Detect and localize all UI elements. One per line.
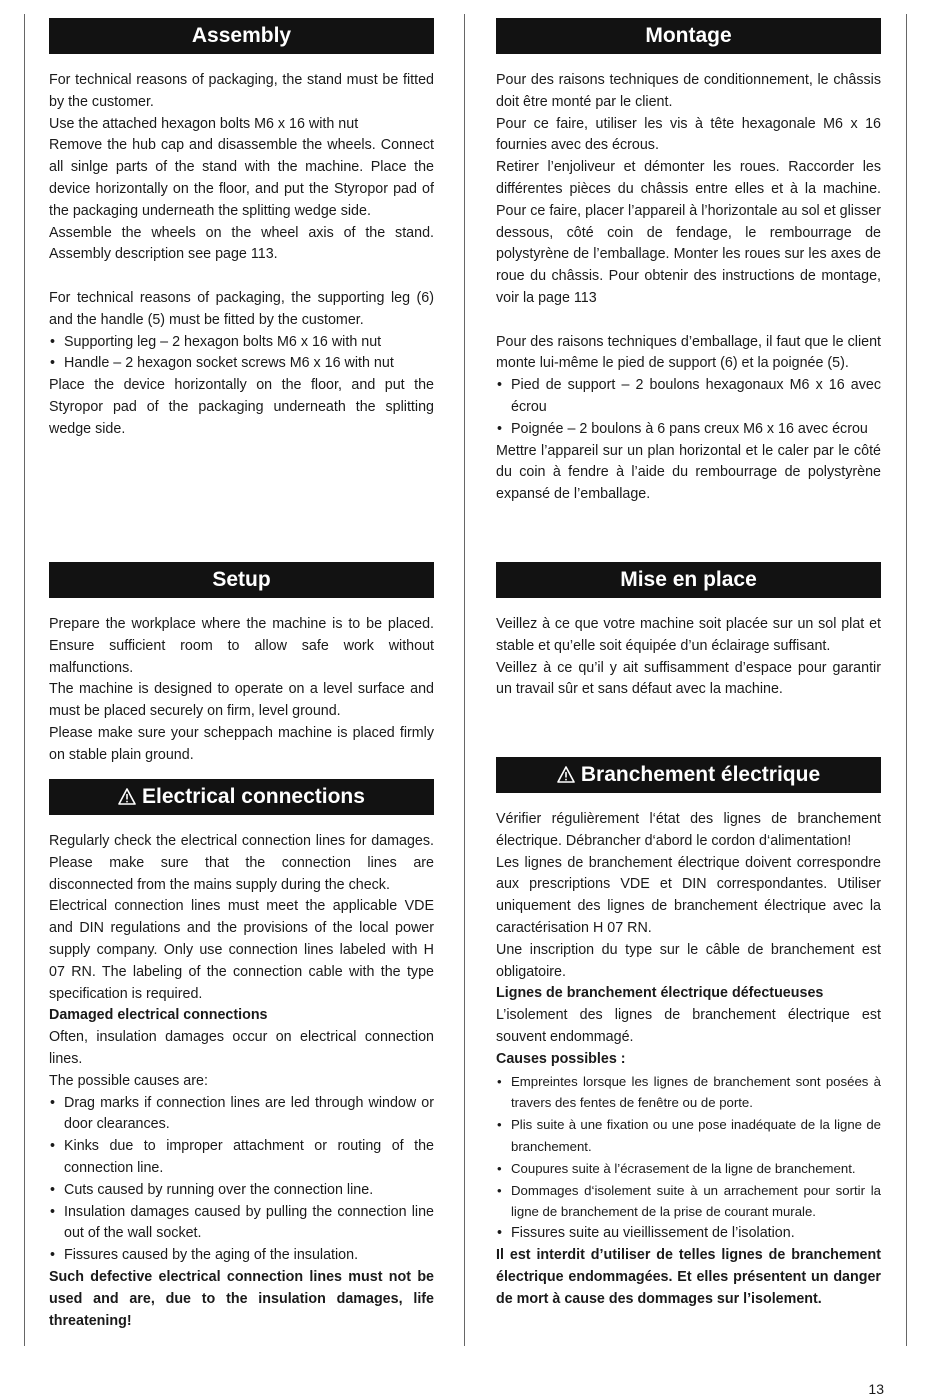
left-margin-line [24, 14, 25, 1346]
list-item: • Poignée – 2 boulons à 6 pans creux M6 x 16 avec écrou [496, 419, 881, 441]
electrical-heading-label: Electrical connections [142, 785, 365, 808]
setup-heading: Setup [49, 562, 434, 598]
causes-bullet-list [49, 1093, 434, 1267]
mise-en-place-section [496, 562, 881, 701]
electrical-heading [49, 779, 434, 815]
list-item: • Cuts caused by running over the connection line. [49, 1180, 434, 1202]
branchement-paragraph: Vérifier régulièrement l‘état des lignes de branchement électrique. Débrancher d‘abord le cordon d‘alimentation! [496, 811, 881, 849]
danger-warning: Il est interdit d’utiliser de telles lignes de branchement électrique endommagées. Et elles présentent un danger de mort à cause des dommages sur l’isolement. [496, 1246, 881, 1307]
warning-triangle-icon [118, 781, 136, 817]
list-item: • Pied de support – 2 boulons hexagonaux M6 x 16 avec écrou [496, 375, 881, 419]
montage-paragraph: Mettre l’appareil sur un plan horizontal et le caler par le côté du coin à fendre à l’aide du rembourrage de polystyrène expansé de l’emballage. [496, 442, 881, 503]
assembly-heading: Assembly [49, 18, 434, 54]
list-item: • Fissures caused by the aging of the insulation. [49, 1245, 434, 1267]
page-number: 13 [868, 1381, 884, 1397]
setup-paragraph: The machine is designed to operate on a level surface and must be placed securely on firm, level ground. [49, 681, 434, 720]
montage-heading: Montage [496, 18, 881, 54]
right-margin-line [906, 14, 907, 1346]
branchement-heading-label: Branchement électrique [580, 763, 821, 786]
life-threatening-warning: Such defective electrical connection lines must not be used and are, due to the insulation damages, life threatening! [49, 1268, 434, 1329]
causes-bullet-list [496, 1071, 881, 1245]
electrical-section [49, 779, 434, 1332]
branchement-paragraph: Une inscription du type sur le câble de branchement est obligatoire. [496, 941, 881, 980]
branchement-heading [496, 757, 881, 793]
montage-section [496, 18, 881, 506]
mise-en-place-paragraph: Veillez à ce que votre machine soit placée sur un sol plat et stable et qu’elle soit équipée d’un éclairage suffisant. [496, 616, 881, 654]
assembly-paragraph: For technical reasons of packaging, the supporting leg (6) and the handle (5) must be fitted by the customer. [49, 289, 434, 328]
list-item: • Kinks due to improper attachment or routing of the connection line. [49, 1136, 434, 1180]
list-item: • Plis suite à une fixation ou une pose inadéquate de la ligne de branchement. [496, 1114, 881, 1158]
branchement-section [496, 757, 881, 1310]
setup-paragraph: Please make sure your scheppach machine is placed firmly on stable plain ground. [49, 724, 434, 763]
assembly-paragraph: Assemble the wheels on the wheel axis of the stand. Assembly description see page 113. [49, 224, 434, 263]
assembly-paragraph: Use the attached hexagon bolts M6 x 16 with nut [49, 115, 359, 132]
assembly-paragraph: Remove the hub cap and disassemble the wheels. Connect all sinlge parts of the stand with the machine. Place the device horizontally on the floor, and put the Styropor pad of the packaging underneath the splitting wedge side. [49, 137, 434, 219]
montage-bullet-list [496, 375, 881, 440]
electrical-paragraph: The possible causes are: [49, 1072, 208, 1089]
list-item: • Empreintes lorsque les lignes de branchement sont posées à travers des fentes de fenêtre ou de porte. [496, 1071, 881, 1115]
list-item: • Handle – 2 hexagon socket screws M6 x 16 with nut [49, 353, 434, 375]
setup-section [49, 562, 434, 767]
mise-en-place-heading: Mise en place [496, 562, 881, 598]
list-item: • Coupures suite à l’écrasement de la ligne de branchement. [496, 1158, 881, 1180]
mise-en-place-paragraph: Veillez à ce qu’il y ait suffisamment d’espace pour garantir un travail sûr et sans défaut avec la machine. [496, 659, 881, 698]
electrical-paragraph: Regularly check the electrical connection lines for damages. Please make sure that the connection lines are disconnected from the mains supply during the check. [49, 833, 434, 893]
list-item: • Drag marks if connection lines are led through window or door clearances. [49, 1093, 434, 1137]
warning-triangle-icon [557, 759, 575, 795]
branchement-paragraph: Les lignes de branchement électrique doivent correspondre aux prescriptions VDE et DIN correspondantes. Utiliser uniquement des lignes de branchement électrique avec la caractérisation H 07 RN. [496, 854, 881, 936]
defective-lines-subheading: Lignes de branchement électrique défectueuses [496, 985, 824, 1002]
assembly-paragraph: For technical reasons of packaging, the stand must be fitted by the customer. [49, 72, 434, 110]
list-item: • Dommages d‘isolement suite à un arrachement pour sortir la ligne de branchement de la prise de courant murale. [496, 1180, 881, 1224]
electrical-paragraph: Often, insulation damages occur on electrical connection lines. [49, 1029, 434, 1067]
list-item: • Fissures suite au vieillissement de l’isolation. [496, 1223, 881, 1245]
list-item: • Supporting leg – 2 hexagon bolts M6 x 16 with nut [49, 332, 434, 354]
montage-paragraph: Pour des raisons techniques de conditionnement, le châssis doit être monté par le client. [496, 72, 881, 110]
damaged-connections-subheading: Damaged electrical connections [49, 1007, 268, 1024]
assembly-paragraph: Place the device horizontally on the floor, and put the Styropor pad of the packaging underneath the splitting wedge side. [49, 377, 434, 437]
montage-paragraph: Pour des raisons techniques d’emballage, il faut que le client monte lui-même le pied de support (6) et la poignée (5). [496, 333, 881, 372]
center-divider-line [464, 14, 465, 1346]
assembly-section [49, 18, 434, 441]
electrical-paragraph: Electrical connection lines must meet the applicable VDE and DIN regulations and the provisions of the local power supply company. Only use connection lines labeled with H 07 RN. The labeling of the connection cable with the type specification is required. [49, 898, 434, 1002]
branchement-paragraph: L’isolement des lignes de branchement électrique est souvent endommagé. [496, 1007, 881, 1045]
montage-paragraph: Pour ce faire, utiliser les vis à tête hexagonale M6 x 16 fournies avec des écrous. [496, 115, 881, 154]
assembly-bullet-list [49, 332, 434, 376]
list-item: • Insulation damages caused by pulling the connection line out of the wall socket. [49, 1202, 434, 1246]
causes-subheading: Causes possibles : [496, 1050, 626, 1067]
montage-paragraph: Retirer l’enjoliveur et démonter les roues. Raccorder les différentes pièces du châssis entre elles et à la machine. Pour ce faire, placer l’appareil à l’horizontale au sol et glisser dessous, côté coin de fendage, le rembourrage de polystyrène de l’emballage. Monter les roues sur les axes de roue du châssis. Pour obtenir des instructions de montage, voir la page 113 [496, 159, 881, 306]
setup-paragraph: Prepare the workplace where the machine is to be placed. Ensure sufficient room to allow safe work without malfunctions. [49, 616, 434, 676]
